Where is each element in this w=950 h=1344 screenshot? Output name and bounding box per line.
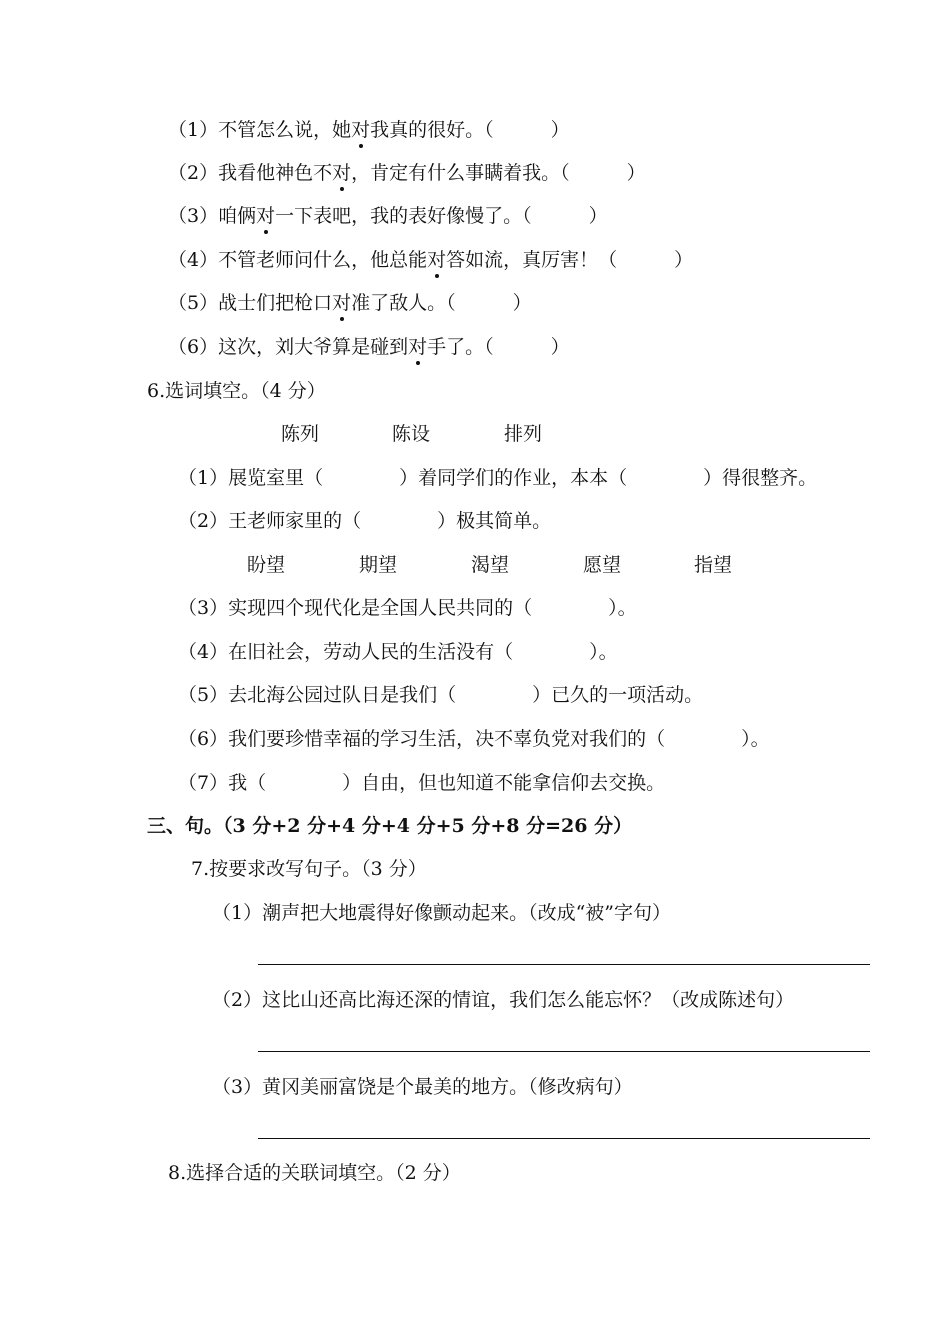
sentence-text: 不管怎么说，她 <box>218 119 352 141</box>
word-option: 指望 <box>694 554 733 576</box>
word-option: 陈设 <box>392 423 431 445</box>
q6-item-3[interactable]: （3）实现四个现代化是全国人民共同的（ ）。 <box>178 597 637 619</box>
dotted-character: 对 <box>427 249 447 271</box>
q5-item-4 <box>168 248 693 272</box>
word-option: 盼望 <box>247 554 286 576</box>
sentence-text-answer-blank[interactable]: 我真的很好。（ ） <box>370 119 570 141</box>
q6-item-4[interactable]: （4）在旧社会，劳动人民的生活没有（ ）。 <box>178 641 618 663</box>
answer-line[interactable] <box>258 964 870 965</box>
item-number: （2） <box>168 162 219 184</box>
item-number: （4） <box>168 249 219 271</box>
q5-item-2 <box>168 161 646 185</box>
section-title: 三、句。（3 分+2 分+4 分+4 分+5 分+8 分=26 分） <box>147 815 633 837</box>
dotted-character: 对 <box>332 162 352 184</box>
sentence-text-answer-blank[interactable]: 准了敌人。（ ） <box>351 292 532 314</box>
q6-item-6[interactable]: （6）我们要珍惜幸福的学习生活，决不辜负党对我们的（ ）。 <box>178 728 770 750</box>
q8-title: 8.选择合适的关联词填空。（2 分） <box>168 1162 461 1184</box>
item-number: （5） <box>168 292 219 314</box>
sentence-text-answer-blank[interactable]: ，肯定有什么事瞒着我。（ ） <box>351 162 646 184</box>
q6-item-7[interactable]: （7）我（ ）自由，但也知道不能拿信仰去交换。 <box>178 772 666 794</box>
word-option: 期望 <box>359 554 398 576</box>
sentence-text: 我看他神色不 <box>218 162 333 184</box>
sentence-text: 不管老师问什么，他总能 <box>218 249 428 271</box>
q7-item-3: （3）黄冈美丽富饶是个最美的地方。（修改病句） <box>212 1076 633 1098</box>
sentence-text-answer-blank[interactable]: 答如流，真厉害！（ ） <box>446 249 694 271</box>
q6-title: 6.选词填空。（4 分） <box>147 380 326 402</box>
dotted-character: 对 <box>408 336 428 358</box>
item-number: （1） <box>168 119 219 141</box>
word-option: 愿望 <box>583 554 622 576</box>
q7-title: 7.按要求改写句子。（3 分） <box>191 858 427 880</box>
q6-item-5[interactable]: （5）去北海公园过队日是我们（ ）已久的一项活动。 <box>178 684 704 706</box>
word-option: 排列 <box>504 423 543 445</box>
sentence-text: 这次，刘大爷算是碰到 <box>218 336 409 358</box>
q6-item-1[interactable]: （1）展览室里（ ）着同学们的作业，本本（ ）得很整齐。 <box>178 467 818 489</box>
answer-line[interactable] <box>258 1138 870 1139</box>
word-option: 渴望 <box>471 554 510 576</box>
sentence-text: 咱俩 <box>218 205 257 227</box>
q7-item-1: （1）潮声把大地震得好像颤动起来。（改成“被”字句） <box>212 902 672 924</box>
q5-item-1 <box>168 118 570 142</box>
q5-item-5 <box>168 291 532 315</box>
answer-line[interactable] <box>258 1051 870 1052</box>
q5-item-3 <box>168 204 608 228</box>
sentence-text: 战士们把枪口 <box>218 292 333 314</box>
dotted-character: 对 <box>351 119 371 141</box>
q7-item-2: （2）这比山还高比海还深的情谊，我们怎么能忘怀？（改成陈述句） <box>212 989 795 1011</box>
dotted-character: 对 <box>332 292 352 314</box>
word-option: 陈列 <box>281 423 320 445</box>
sentence-text-answer-blank[interactable]: 手了。（ ） <box>427 336 570 358</box>
item-number: （6） <box>168 336 219 358</box>
dotted-character: 对 <box>256 205 276 227</box>
sentence-text-answer-blank[interactable]: 一下表吧，我的表好像慢了。（ ） <box>275 205 608 227</box>
item-number: （3） <box>168 205 219 227</box>
q6-item-2[interactable]: （2）王老师家里的（ ）极其简单。 <box>178 510 552 532</box>
q5-item-6 <box>168 335 570 359</box>
